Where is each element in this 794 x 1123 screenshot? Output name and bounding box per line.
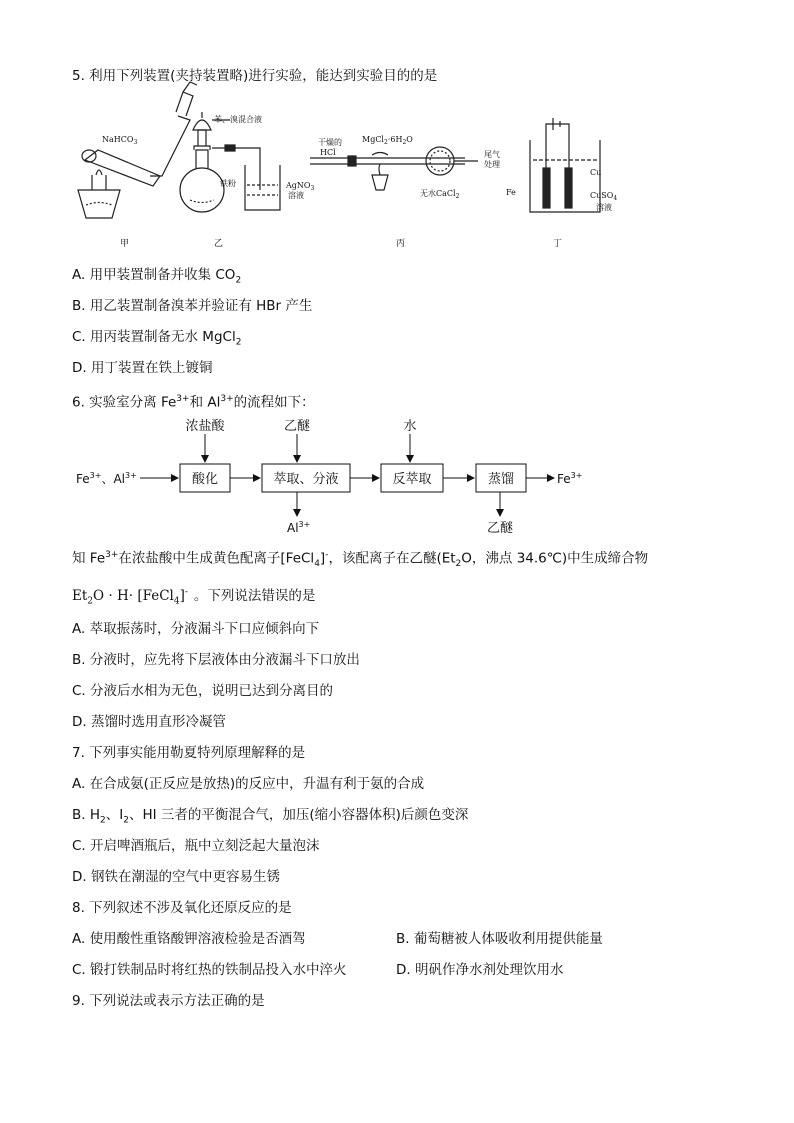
caption-jia: 甲 bbox=[120, 239, 130, 249]
svg-text:NaHCO3: NaHCO$_3$ bbox=[102, 135, 138, 146]
q6-flowchart bbox=[0, 412, 794, 542]
caption-bing: 丙 bbox=[396, 239, 406, 249]
q5-option-a: A. 用甲装置制备并收集 $CO_2$ bbox=[72, 267, 242, 286]
q5-option-b: B. 用乙装置制备溴苯并验证有 HBr 产生 bbox=[72, 298, 313, 314]
q6-option-a: A. 萃取振荡时，分液漏斗下口应倾斜向下 bbox=[72, 621, 320, 637]
q8-option-b: B. 葡萄糖被人体吸收利用提供能量 bbox=[396, 931, 603, 947]
svg-text:Al3+: $Al^{3+}$ bbox=[287, 520, 311, 535]
svg-text:尾气: 尾气 bbox=[484, 150, 500, 159]
svg-text:溶液: 溶液 bbox=[596, 203, 612, 212]
q5-apparatus-figure bbox=[0, 0, 794, 260]
svg-text:AgNO3: AgNO$_3$ bbox=[286, 181, 315, 192]
svg-text:Fe: Fe bbox=[506, 188, 516, 197]
q5-option-c: C. 用丙装置制备无水 MgCl$_2$ bbox=[72, 329, 242, 348]
svg-text:苯、溴混合液: 苯、溴混合液 bbox=[214, 115, 262, 124]
question-5-stem: 5. 利用下列装置(夹持装置略)进行实验，能达到实验目的的是 bbox=[72, 68, 438, 84]
flow-box-acidify-label: 酸化 bbox=[191, 472, 219, 487]
svg-text:Fe3+: $Fe^{3+}$ bbox=[557, 471, 583, 486]
svg-text:浓盐酸: 浓盐酸 bbox=[185, 419, 225, 434]
q8-option-c: C. 锻打铁制品时将红热的铁制品投入水中淬火 bbox=[72, 962, 347, 978]
flow-box-extract-label: 萃取、分液 bbox=[273, 472, 339, 487]
svg-text:乙醚: 乙醚 bbox=[486, 521, 514, 536]
q6-formula: $Et_2O \cdot H\cdot$ [FeCl$_4$]- bbox=[72, 587, 188, 607]
q8-option-d: D. 明矾作净水剂处理饮用水 bbox=[396, 962, 564, 978]
question-6-stem: 6. 实验室分离 $Fe^{3+}$和 $Al^{3+}$的流程如下： bbox=[72, 394, 315, 411]
q6-known-statement: 知 $Fe^{3+}$在浓盐酸中生成黄色配离子[FeCl$_4$]-，该配离子在乙醚($Et_2O$，沸点 34.6℃)中生成缔合物 bbox=[72, 550, 649, 570]
q6-option-b: B. 分液时，应先将下层液体由分液漏斗下口放出 bbox=[72, 652, 360, 668]
svg-text:Fe3+、Al3+: $Fe^{3+}$、$Al^{3+}$ bbox=[76, 471, 137, 486]
svg-text:HCl: HCl bbox=[320, 148, 336, 157]
svg-text:干燥的: 干燥的 bbox=[318, 138, 342, 147]
question-9-stem: 9. 下列说法或表示方法正确的是 bbox=[72, 993, 265, 1009]
q7-option-c: C. 开启啤酒瓶后，瓶中立刻泛起大量泡沫 bbox=[72, 838, 320, 854]
question-7-stem: 7. 下列事实能用勒夏特列原理解释的是 bbox=[72, 745, 306, 761]
apparatus-yi bbox=[180, 112, 280, 212]
svg-text:铁粉: 铁粉 bbox=[220, 179, 236, 188]
flow-box-back-extract-label: 反萃取 bbox=[392, 472, 432, 487]
caption-ding: 丁 bbox=[553, 239, 563, 249]
svg-text:水: 水 bbox=[403, 419, 417, 434]
q8-option-a: A. 使用酸性重铬酸钾溶液检验是否酒驾 bbox=[72, 931, 306, 947]
q7-option-d: D. 钢铁在潮湿的空气中更容易生锈 bbox=[72, 869, 280, 885]
flow-box-distill-label: 蒸馏 bbox=[487, 472, 515, 487]
q6-option-d: D. 蒸馏时选用直形冷凝管 bbox=[72, 714, 226, 730]
q5-option-d: D. 用丁装置在铁上镀铜 bbox=[72, 360, 213, 376]
caption-yi: 乙 bbox=[214, 239, 224, 249]
question-8-stem: 8. 下列叙述不涉及氧化还原反应的是 bbox=[72, 900, 292, 916]
svg-text:无水CaCl2: 无水CaCl$_2$ bbox=[420, 189, 460, 200]
q7-option-a: A. 在合成氨(正反应是放热)的反应中，升温有利于氨的合成 bbox=[72, 776, 425, 792]
q6-formula-line: $Et_2O \cdot H\cdot$ [FeCl$_4$]- 。下列说法错误的是 bbox=[72, 587, 316, 607]
apparatus-jia bbox=[78, 82, 197, 218]
svg-text:Cu: Cu bbox=[590, 168, 602, 177]
q6-option-c: C. 分液后水相为无色，说明已达到分离目的 bbox=[72, 683, 334, 699]
svg-text:MgCl2·6H2O: $MgCl_2\cdot 6H_2O$ bbox=[362, 135, 413, 146]
svg-text:乙醚: 乙醚 bbox=[283, 419, 311, 434]
svg-text:溶液: 溶液 bbox=[288, 191, 304, 200]
q7-option-b: B. $H_2$、$I_2$、HI 三者的平衡混合气，加压(缩小容器体积)后颜色变深 bbox=[72, 807, 469, 826]
svg-text:处理: 处理 bbox=[484, 160, 500, 169]
svg-text:CuSO4: CuSO$_4$ bbox=[590, 191, 618, 202]
